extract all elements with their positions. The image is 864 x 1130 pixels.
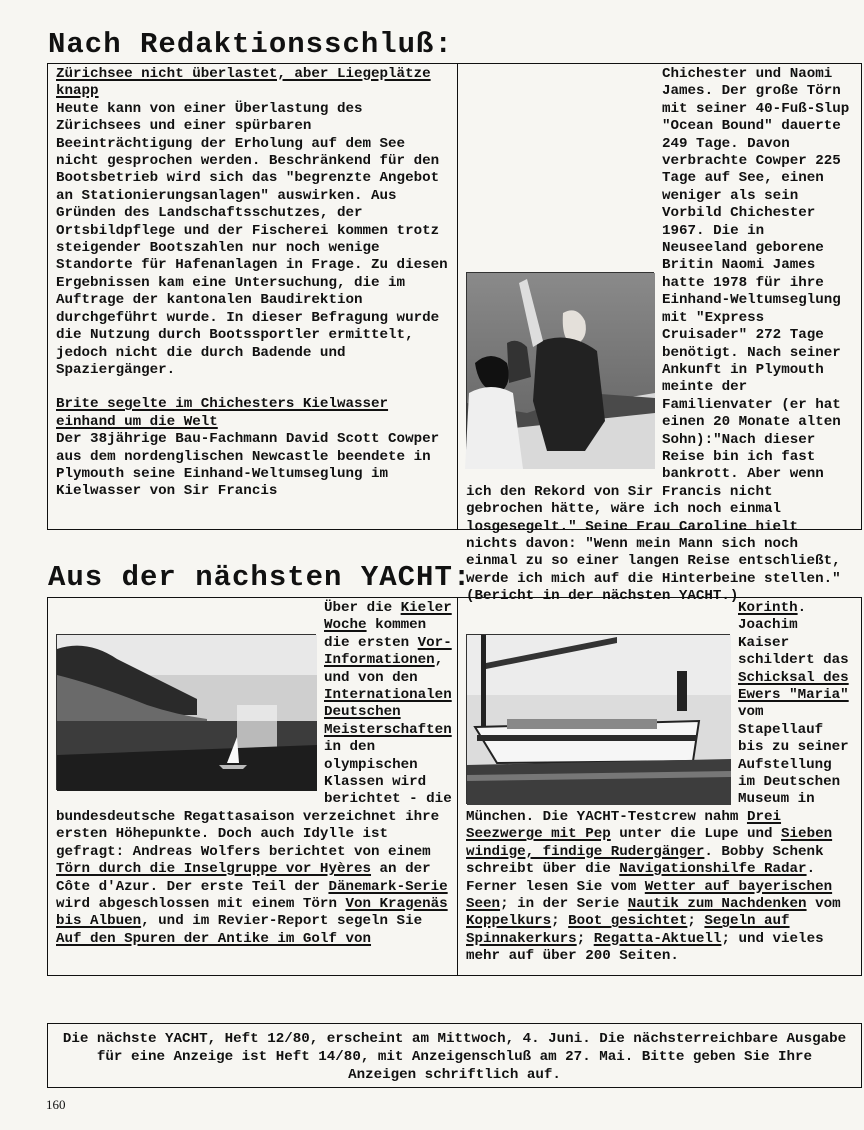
topic-link: Segeln auf Spinnakerkurs — [466, 913, 790, 947]
preview-text-segment: in den olympischen Klassen wird berichtet - die bundesdeutsche Regattasaison verzeichnet ihre ersten Höhepunkte. Doch auch Idylle ist gefragt: Andreas Wolfers berichtet von einem — [56, 739, 452, 860]
preview-text-segment: . Ferner lesen Sie vom — [466, 861, 816, 895]
topic-link: Regatta-Aktuell — [593, 930, 722, 947]
topic-link: Schicksal des Ewers "Maria" — [738, 669, 849, 704]
topic-link: Boot gesichtet — [568, 913, 688, 930]
topic-link: Vor-Informationen — [324, 634, 452, 669]
preview-text-segment: . Bobby Schenk schreibt über die — [466, 843, 824, 878]
preview-text-segment: vom — [806, 895, 841, 912]
section-title-redaktionsschluss: Nach Redaktionsschluß: — [48, 28, 453, 61]
topic-link: Navigationshilfe Radar — [619, 861, 807, 878]
preview-text-segment: Über die — [324, 600, 401, 616]
publication-notice-box — [47, 1023, 862, 1088]
photo-sailor-family-image — [467, 273, 655, 469]
topic-link: Drei Seezwerge mit Pep — [466, 808, 782, 843]
preview-left-column — [48, 598, 458, 975]
preview-text-segment: wird abgeschlossen mit einem Törn — [56, 895, 346, 912]
preview-text-segment: unter die Lupe und — [610, 826, 782, 843]
topic-link: Nautik zum Nachdenken — [627, 895, 807, 912]
preview-text-segment: kommen die ersten — [324, 617, 427, 651]
topic-link: Von Kragenäs bis Albuen — [56, 895, 448, 930]
preview-text-segment: ; in der Serie — [500, 895, 628, 912]
publication-notice: Die nächste YACHT, Heft 12/80, erscheint am Mittwoch, 4. Juni. Die nächsterreichbare Ausgabe für eine Anzeige ist Heft 14/80, mit Anzeigenschluß am 27. Mai. Bitte geben Sie Ihre Anzeigen schriftlich auf. — [62, 1031, 847, 1083]
preview-box — [47, 597, 862, 976]
preview-text-segment: , und von den — [324, 652, 444, 686]
topic-link: Korinth — [738, 600, 798, 616]
topic-link: Törn durch die Inselgruppe vor Hyères — [56, 861, 372, 878]
topic-link: Internationalen Deutschen Meisterschaften — [324, 687, 452, 738]
article-brite-body-right: Chichester und Naomi James. Der große Törn mit seiner 40-Fuß-Slup "Ocean Bound" dauerte 249 Tage. Davon verbrachte Cowper 225 Tage auf See, einen weniger als sein Vorbild Chichester 1967. Die in Neuseeland geborene Britin Naomi James hatte 1978 für ihre Einhand-Weltumseglung mit "Express Cruisader" 272 Tage benötigt. Nach seiner Ankunft in Plymouth meinte der Familienvater (er hat einen 20 Monate alten Sohn):"Nach dieser Reise bin ich fast bankrott. Aber wenn ich den Rekord von Sir Francis nicht gebrochen hätte, wäre ich noch einmal losgesegelt." Seine Frau Caroline hielt nichts davon: "Wenn mein Mann sich noch einmal zu so einer langen Reise entschließt, werde ich mich auf die Hinterbeine stellen." (Bericht in der nächsten YACHT.) — [466, 66, 850, 605]
topic-link: Kieler Woche — [324, 600, 452, 634]
photo-coast-idyll-image — [57, 635, 317, 791]
photo-sailor-family — [466, 272, 654, 468]
news-right-column — [458, 64, 861, 605]
topic-link: Sieben windige, findige Rudergänger — [466, 826, 833, 860]
preview-text-segment: vom Stapellauf bis zu seiner Aufstellung im Deutschen Museum in München. Die YACHT-Testcrew nahm — [466, 704, 849, 825]
preview-right-column — [458, 598, 861, 975]
preview-text-segment: . Joachim Kaiser schildert das — [738, 600, 849, 669]
headline-zuerichsee: Zürichsee nicht überlastet, aber Liegeplätze knapp — [56, 66, 431, 100]
preview-text-segment: an der Côte d'Azur. Der erste Teil der — [56, 861, 431, 895]
topic-link: Dänemark-Serie — [328, 878, 448, 895]
preview-text-segment: ; — [576, 930, 594, 947]
preview-text-segment: ; und vieles mehr auf über 200 Seiten. — [466, 930, 824, 965]
photo-sailboat — [466, 634, 730, 804]
section-title-naechste-yacht: Aus der nächsten YACHT: — [48, 561, 472, 594]
page-number: 160 — [46, 1097, 66, 1112]
photo-coast-idyll — [56, 634, 316, 790]
headline-brite-segelte: Brite segelte im Chichesters Kielwasser einhand um die Welt — [56, 396, 389, 430]
photo-sailboat-image — [467, 635, 731, 805]
topic-link: Wetter auf bayerischen Seen — [466, 878, 833, 912]
news-left-column — [48, 64, 458, 529]
preview-text-segment: ; — [551, 913, 569, 930]
article-brite-body-left: Der 38jährige Bau-Fachmann David Scott Cowper aus dem nordenglischen Newcastle beendete in Plymouth seine Einhand-Weltumseglung im Kielwasser von Sir Francis — [56, 431, 440, 500]
topic-link: Koppelkurs — [466, 913, 552, 930]
preview-text-segment: , und im Revier-Report segeln Sie — [141, 913, 423, 930]
article-zuerichsee-body: Heute kann von einer Überlastung des Zürichsees und einer spürbaren Beeinträchtigung der Erholung auf dem See nicht gesprochen werden. Beschränkend für den Bootsbetrieb wird sich das "begrenzte Angebot an Stationierungsanlagen" auswirken. Aus Gründen des Landschaftsschutzes, der Ortsbildpflege und der Fischerei kommen trotz steigender Bootszahlen nur noch wenige Standorte für Hafenanlagen in Frage. Zu diesen Ergebnissen kam eine Untersuchung, die im Auftrage der kantonalen Baudirektion durchgeführt wurde. In dieser Befragung wurde die Nutzung durch Bootssportler ermittelt, jedoch nicht die durch Badende und Spaziergänger. — [56, 100, 448, 378]
preview-text-segment: ; — [687, 913, 705, 930]
topic-link: Auf den Spuren der Antike im Golf von — [56, 930, 372, 947]
